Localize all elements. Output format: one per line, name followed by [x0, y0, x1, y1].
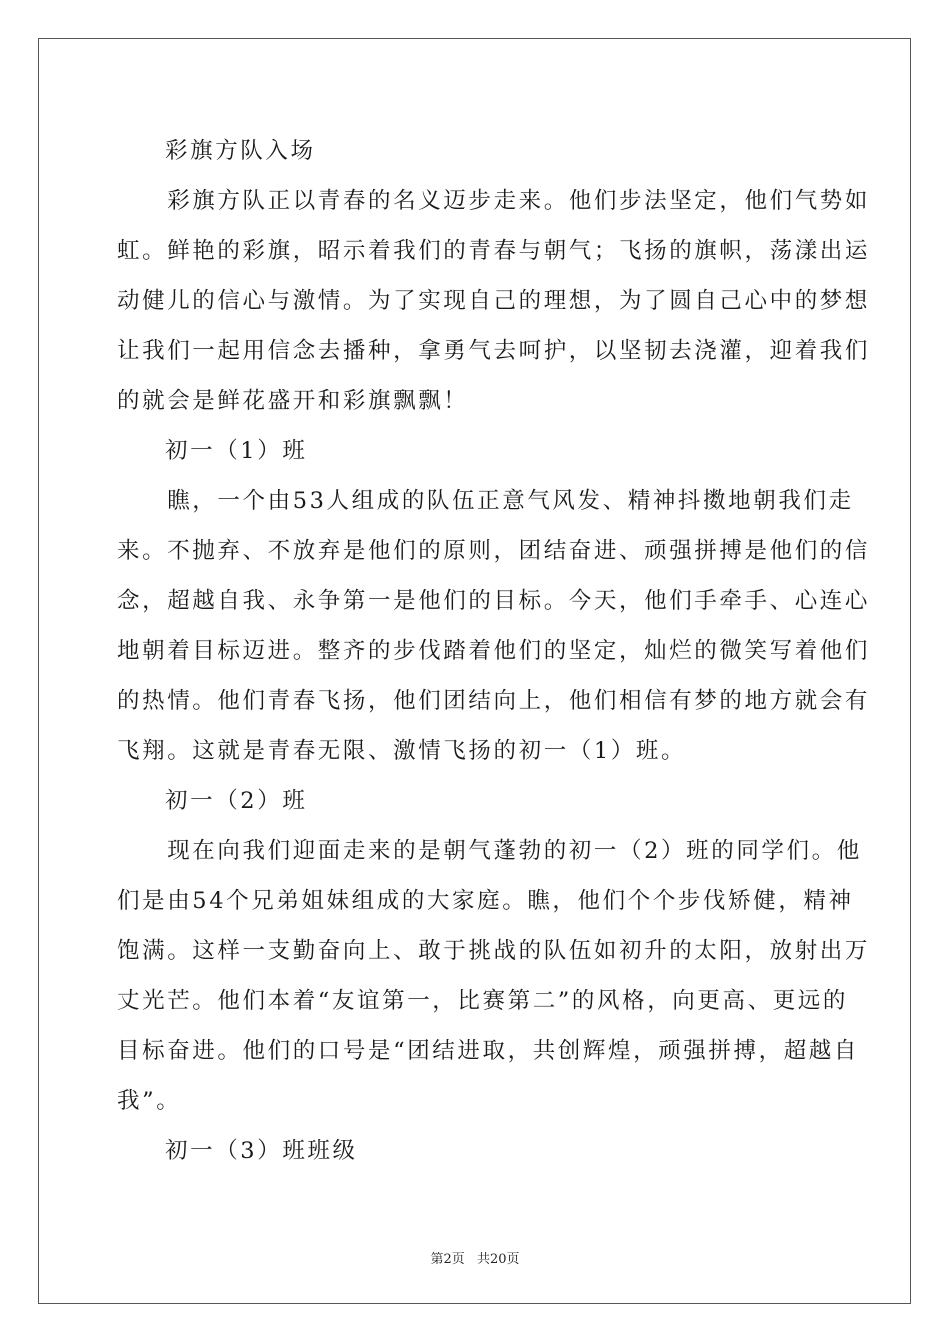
- paragraph-line: 瞧，一个由53人组成的队伍正意气风发、精神抖擞地朝我们走: [117, 488, 854, 514]
- section-color-flag-team: [117, 126, 871, 426]
- document-body: [117, 126, 871, 1176]
- paragraph-line: 念，超越自我、永争第一是他们的目标。今天，他们手牵手、心连心: [117, 588, 871, 614]
- paragraph-line: 我”。: [117, 1088, 182, 1114]
- section-heading: 彩旗方队入场: [165, 138, 316, 164]
- paragraph-line: 动健儿的信心与激情。为了实现自己的理想，为了圆自己心中的梦想: [117, 288, 871, 314]
- paragraph-line: 饱满。这样一支勤奋向上、敢于挑战的队伍如初升的太阳，放射出万: [117, 938, 871, 964]
- section-class-1: [117, 426, 871, 776]
- section-class-2: [117, 776, 871, 1126]
- paragraph-line: 们是由54个兄弟姐妹组成的大家庭。瞧，他们个个步伐矫健，精神: [117, 888, 854, 914]
- section-heading: 初一（3）班班级: [165, 1138, 358, 1164]
- paragraph-line: 的就会是鲜花盛开和彩旗飘飘！: [117, 388, 469, 414]
- paragraph-line: 现在向我们迎面走来的是朝气蓬勃的初一（2）班的同学们。他: [117, 838, 862, 864]
- paragraph-line: 虹。鲜艳的彩旗，昭示着我们的青春与朝气；飞扬的旗帜，荡漾出运: [117, 238, 871, 264]
- section-heading: 初一（2）班: [165, 788, 308, 814]
- page-total: 共20页: [476, 1252, 520, 1267]
- paragraph-line: 让我们一起用信念去播种，拿勇气去呵护，以坚韧去浇灌，迎着我们: [117, 338, 871, 364]
- paragraph-line: 目标奋进。他们的口号是“团结进取，共创辉煌，顽强拼搏，超越自: [117, 1038, 860, 1064]
- paragraph-line: 的热情。他们青春飞扬，他们团结向上，他们相信有梦的地方就会有: [117, 688, 871, 714]
- paragraph-line: 飞翔。这就是青春无限、激情飞扬的初一（1）班。: [117, 738, 687, 764]
- section-heading: 初一（1）班: [165, 438, 308, 464]
- paragraph-line: 彩旗方队正以青春的名义迈步走来。他们步法坚定，他们气势如: [117, 188, 871, 214]
- section-class-3: [117, 1126, 835, 1176]
- paragraph-line: 来。不抛弃、不放弃是他们的原则，团结奋进、顽强拼搏是他们的信: [117, 538, 871, 564]
- page-footer: [0, 1248, 950, 1267]
- page-number: 第2页: [430, 1252, 465, 1267]
- paragraph-line: 丈光芒。他们本着“友谊第一，比赛第二”的风格，向更高、更远的: [117, 988, 849, 1014]
- paragraph-line: 地朝着目标迈进。整齐的步伐踏着他们的坚定，灿烂的微笑写着他们: [117, 638, 871, 664]
